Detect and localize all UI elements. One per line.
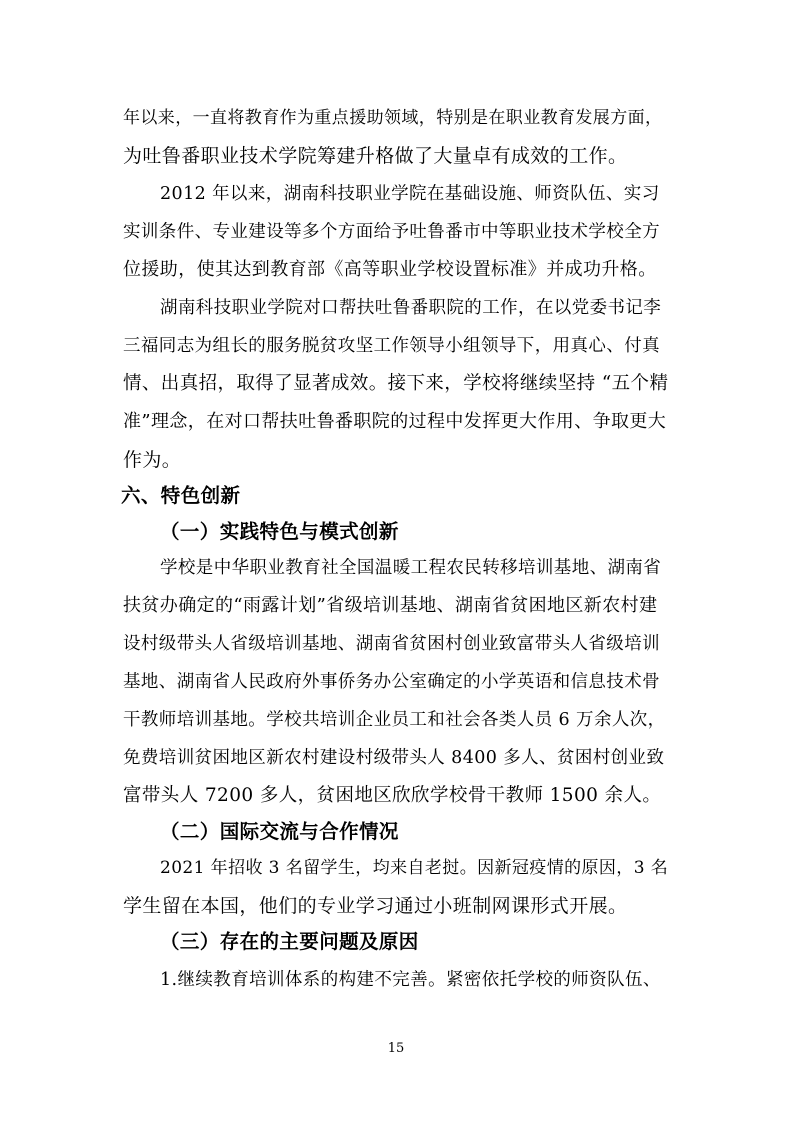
- paragraph-line: 情、出真招，取得了显著成效。接下来，学校将继续坚持 “五个精: [123, 373, 669, 394]
- paragraph-line: 干教师培训基地。学校共培训企业员工和社会各类人员 6 万余人次，: [123, 710, 666, 730]
- paragraph-line: 扶贫办确定的“雨露计划”省级培训基地、湖南省贫困地区新农村建: [123, 595, 658, 616]
- subsection-heading: （三）存在的主要问题及原因: [160, 930, 419, 953]
- paragraph-line: 1.继续教育培训体系的构建不完善。紧密依托学校的师资队伍、: [160, 970, 661, 990]
- paragraph-line: 作为。: [123, 449, 182, 471]
- paragraph-line: 准”理念，在对口帮扶吐鲁番职院的过程中发挥更大作用、争取更大: [123, 411, 667, 432]
- paragraph-line: 位援助，使其达到教育部《高等职业学校设置标准》并成功升格。: [123, 259, 657, 280]
- paragraph-line: 湖南科技职业学院对口帮扶吐鲁番职院的工作，在以党委书记李: [160, 298, 662, 318]
- paragraph-line: 实训条件、专业建设等多个方面给予吐鲁番市中等职业技术学校全方: [123, 222, 660, 242]
- paragraph-line: 为吐鲁番职业技术学院筹建升格做了大量卓有成效的工作。: [123, 145, 628, 167]
- paragraph-line: 学校是中华职业教育社全国温暖工程农民转移培训基地、湖南省: [160, 558, 662, 578]
- paragraph-line: 2021 年招收 3 名留学生，均来自老挝。因新冠疫情的原因，3 名: [160, 858, 669, 878]
- paragraph-line: 年以来，一直将教育作为重点援助领域，特别是在职业教育发展方面，: [123, 108, 663, 128]
- paragraph-line: 设村级带头人省级培训基地、湖南省贫困村创业致富带头人省级培训: [123, 634, 660, 654]
- subsection-heading: （二）国际交流与合作情况: [160, 820, 399, 843]
- paragraph-line: 学生留在本国，他们的专业学习通过小班制网课形式开展。: [123, 895, 628, 917]
- paragraph-line: 富带头人 7200 多人，贫困地区欣欣学校骨干教师 1500 余人。: [123, 785, 662, 806]
- paragraph-line: 基地、湖南省人民政府外事侨务办公室确定的小学英语和信息技术骨: [123, 672, 660, 692]
- section-heading: 六、特色创新: [121, 484, 241, 507]
- paragraph-line: 免费培训贫困地区新农村建设村级带头人 8400 多人、贫困村创业致: [123, 748, 665, 768]
- paragraph-line: 2012 年以来，湖南科技职业学院在基础设施、师资队伍、实习: [160, 184, 660, 204]
- paragraph-line: 三福同志为组长的服务脱贫攻坚工作领导小组领导下，用真心、付真: [123, 336, 660, 356]
- page-number: 15: [387, 1041, 405, 1056]
- subsection-heading: （一）实践特色与模式创新: [160, 520, 399, 543]
